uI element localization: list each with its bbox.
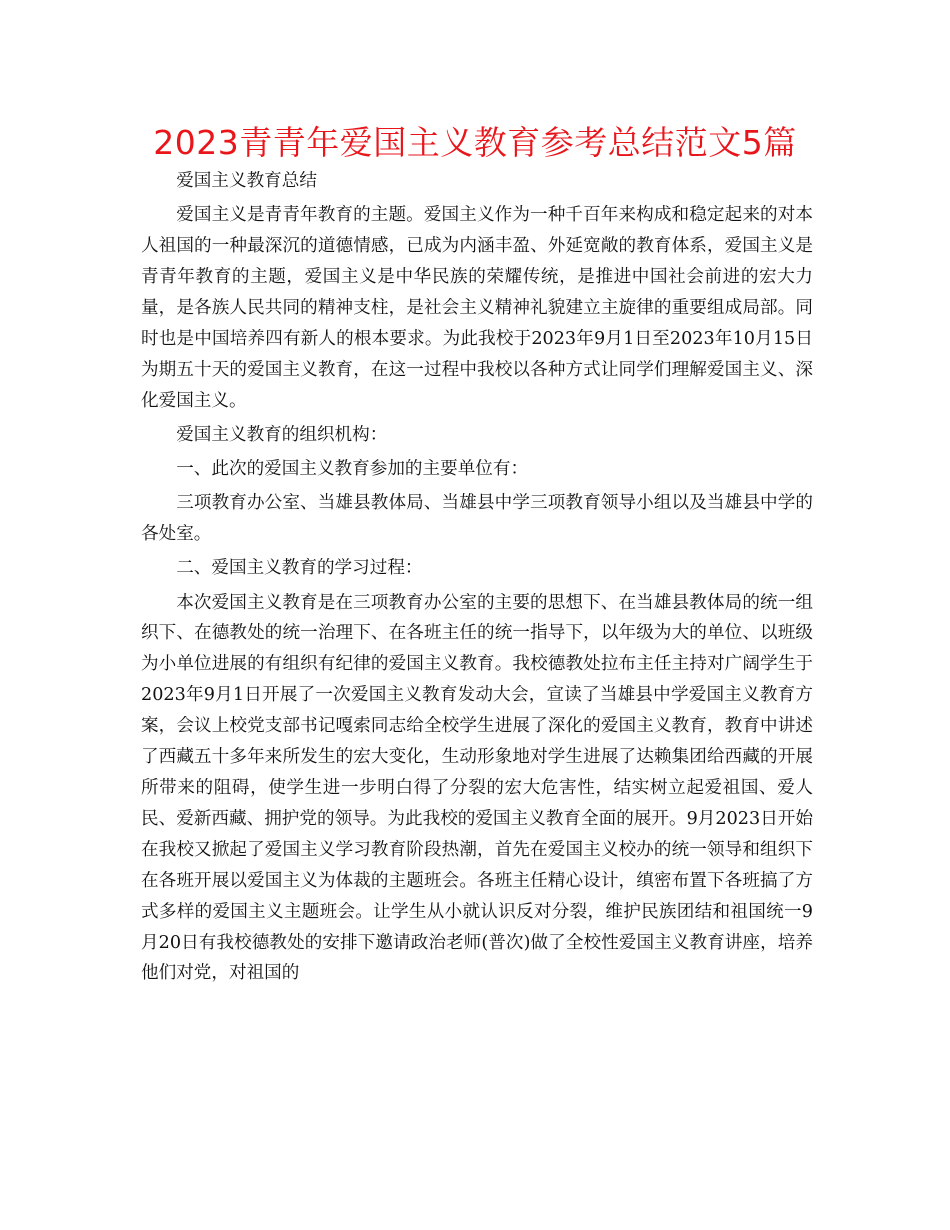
section-heading: 爱国主义教育的组织机构：	[176, 424, 388, 445]
paragraph: 三项教育办公室、当雄县教体局、当雄县中学三项教育领导小组以及当雄县中学的各处室。	[141, 493, 813, 545]
document-title: 2023青青年爱国主义教育参考总结范文5篇	[153, 123, 797, 162]
paragraph: 本次爱国主义教育是在三项教育办公室的主要的思想下、在当雄县教体局的统一组织下、在德教处的统一治理下、在各班主任的统一指导下，以年级为大的单位、以班级为小单位进展的有组织有纪律的爱国主义教育。我校德教处拉布主任主持对广阔学生于2023年9月1日开展了一次爱国主义教育发动大会，宣读了当雄县中学爱国主义教育方案，会议上校党支部书记嘎索同志给全校学生进展了深化的爱国主义教育，教育中讲述了西藏五十多年来所发生的宏大变化，生动形象地对学生进展了达赖集团给西藏的开展所带来的阻碍，使学生进一步明白得了分裂的宏大危害性，结实树立起爱祖国、爱人民、爱新西藏、拥护党的领导。为此我校的爱国主义教育全面的展开。9月2023日开始在我校又掀起了爱国主义学习教育阶段热潮，首先在爱国主义校办的统一领导和组织下在各班开展以爱国主义为体裁的主题班会。各班主任精心设计，缜密布置下各班搞了方式多样的爱国主义主题班会。让学生从小就认识反对分裂，维护民族团结和祖国统一9月20日有我校德教处的安排下邀请政治老师(普次)做了全校性爱国主义教育讲座，培养他们对党，对祖国的	[141, 592, 813, 984]
section-heading: 爱国主义教育总结	[176, 171, 317, 191]
paragraph: 爱国主义是青青年教育的主题。爱国主义作为一种千百年来构成和稳定起来的对本人祖国的一种最深沉的道德情感，已成为内涵丰盈、外延宽敞的教育体系，爱国主义是青青年教育的主题，爱国主义是中华民族的荣耀传统，是推进中国社会前进的宏大力量，是各族人民共同的精神支柱，是社会主义精神礼貌建立主旋律的重要组成局部。同时也是中国培养四有新人的根本要求。为此我校于2023年9月1日至2023年10月15日为期五十天的爱国主义教育，在这一过程中我校以各种方式让同学们理解爱国主义、深化爱国主义。	[141, 205, 813, 411]
section-heading: 二、爱国主义教育的学习过程：	[176, 558, 423, 579]
section-heading: 一、此次的爱国主义教育参加的主要单位有：	[176, 459, 529, 480]
document-body	[141, 166, 813, 993]
